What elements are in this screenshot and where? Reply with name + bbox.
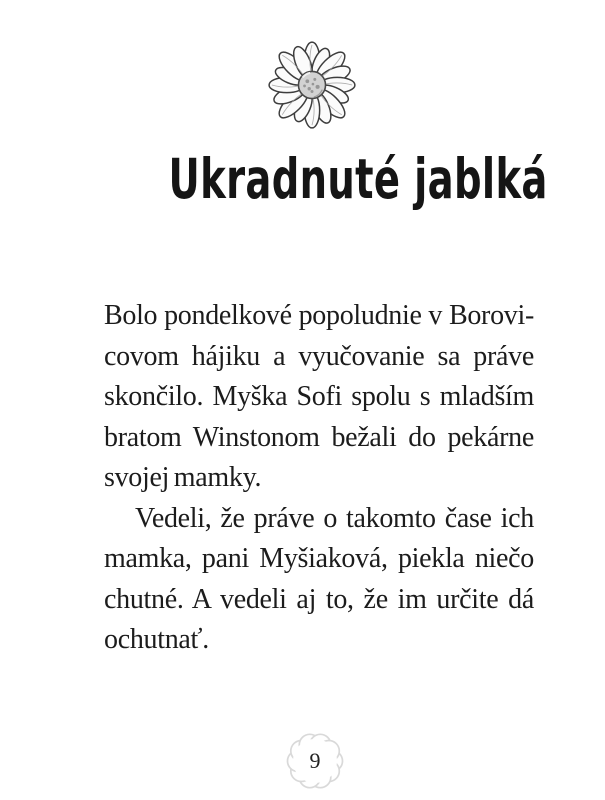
body-line: covom hájiku a vyučovanie sa práve (104, 340, 534, 372)
body-line: skončilo. Myška Sofi spolu s mladším (104, 381, 534, 412)
body-line: Bolo pondelkové popoludnie v Borovi- (104, 300, 534, 331)
body-line: mamka, pani Myšiaková, piekla niečo (104, 543, 534, 574)
chapter-title: Ukradnuté jablká (168, 147, 548, 211)
body-line: Vedeli, že práve o takomto čase ich (135, 502, 534, 534)
body-line: ochutnať. (104, 624, 209, 655)
page-number: 9 (309, 748, 321, 773)
daisy-flower-icon (256, 29, 368, 141)
body-text (104, 296, 534, 661)
body-line: chutné. A vedeli aj to, že im určite dá (104, 583, 534, 615)
body-line: bratom Winstonom bežali do pekárne (104, 421, 534, 453)
body-line: svojej mamky. (104, 462, 262, 493)
